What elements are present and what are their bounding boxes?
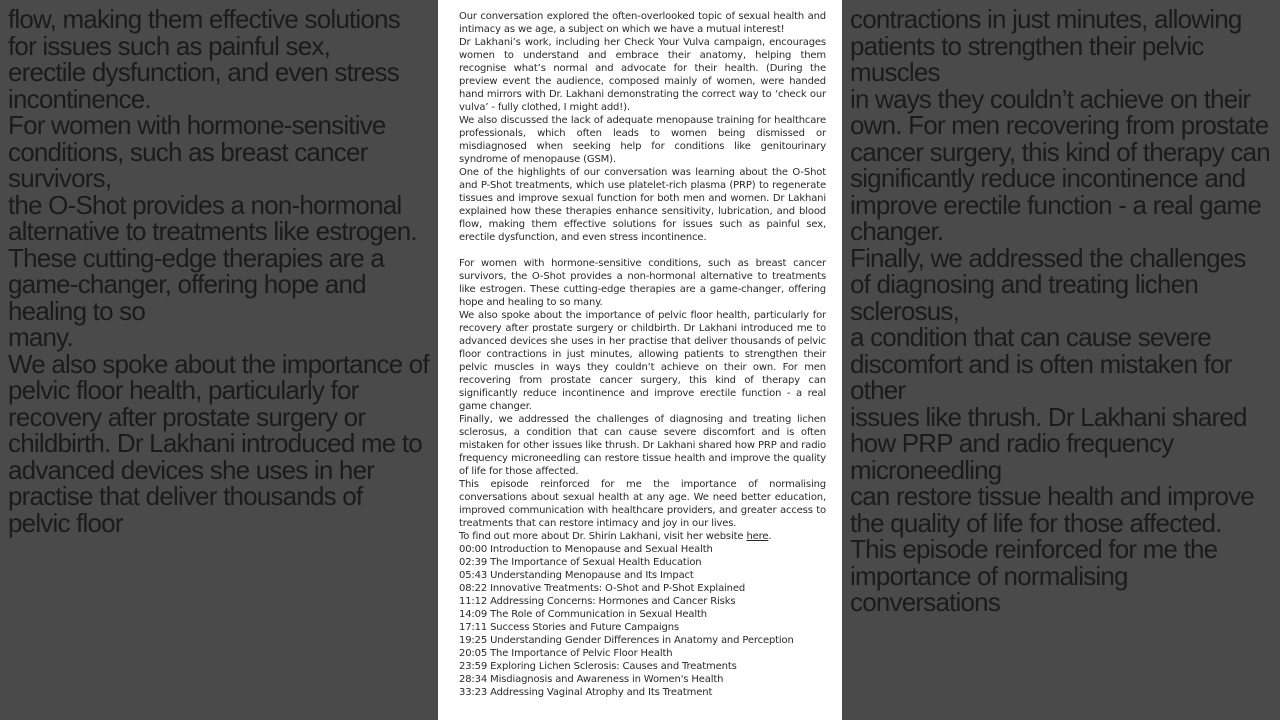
background-text-line: cancer surgery, this kind of therapy can significantly reduce incontinence and <box>850 136 1270 193</box>
background-text-line: a condition that can cause severe discomfort and is often mistaken for other <box>850 322 1232 405</box>
background-text-line: erectile dysfunction, and even stress incontinence. <box>8 57 399 114</box>
chapter-list <box>459 543 826 699</box>
description-paragraph: We also discussed the lack of adequate menopause training for healthcare professionals, which often leads to women being dismissed or misdiagnosed when seeking help for conditions like genitourinary syndrome of menopause (GSM). <box>459 115 826 165</box>
background-text-line: For women with hormone-sensitive conditions, such as breast cancer survivors, <box>8 110 386 193</box>
chapter-timestamp[interactable]: 05:43 Understanding Menopause and Its Impact <box>459 570 694 581</box>
description-paragraph: Finally, we addressed the challenges of diagnosing and treating lichen sclerosus, a condition that can cause severe discomfort and is often mistaken for other issues like thrush. Dr Lakhani shared how PRP and radio frequency microneedling can restore tissue health and improve the quality of life for those affected. <box>459 414 826 477</box>
website-link[interactable]: here <box>746 531 769 542</box>
chapter-timestamp[interactable]: 20:05 The Importance of Pelvic Floor Health <box>459 648 673 659</box>
description-content <box>459 10 826 699</box>
description-paragraph: This episode reinforced for me the importance of normalising conversations about sexual health at any age. We need better education, improved communication with healthcare providers, and greater access to treatments that can restore intimacy and joy in our lives. <box>459 479 826 529</box>
background-text-line: can restore tissue health and improve the quality of life for those affected. <box>850 481 1254 538</box>
chapter-timestamp[interactable]: 02:39 The Importance of Sexual Health Education <box>459 557 702 568</box>
background-text-right <box>850 6 1272 616</box>
chapter-timestamp[interactable]: 08:22 Innovative Treatments: O-Shot and P-Shot Explained <box>459 583 746 594</box>
paragraph-gap <box>459 244 826 257</box>
background-text-line: many. <box>8 322 73 352</box>
description-paragraph: We also spoke about the importance of pelvic floor health, particularly for recovery after prostate surgery or childbirth. Dr Lakhani introduced me to advanced devices she uses in her practise that deliver thousands of pelvic floor contractions in just minutes, allowing patients to strengthen their pelvic muscles in ways they couldn’t achieve on their own. For men recovering from prostate cancer surgery, this kind of therapy can significantly reduce incontinence and improve erectile function - a real game changer. <box>459 310 826 412</box>
description-paragraph: Dr Lakhani’s work, including her Check Your Vulva campaign, encourages women to understand and embrace their anatomy, helping them recognise what’s normal and advocate for their health. (During the preview event the audience, composed mainly of women, were handed hand mirrors with Dr. Lakhani demonstrating the correct way to ‘check our vulva’ - fully clothed, I might add!). <box>459 37 826 113</box>
background-text-line: improve erectile function - a real game changer. <box>850 189 1262 246</box>
background-text-line: advanced devices she uses in her practise that deliver thousands of pelvic floor <box>8 454 375 538</box>
description-paragraph: For women with hormone-sensitive conditions, such as breast cancer survivors, the O-Shot provides a non-hormonal alternative to treatments like estrogen. These cutting-edge therapies are a game-changer, offering hope and healing to so many. <box>459 258 826 308</box>
chapter-timestamp[interactable]: 23:59 Exploring Lichen Sclerosis: Causes and Treatments <box>459 661 737 672</box>
background-text-line: We also spoke about the importance of pelvic floor health, particularly for <box>8 348 429 405</box>
description-panel <box>438 0 842 720</box>
background-text-line: This episode reinforced for me the importance of normalising conversations <box>850 534 1218 617</box>
find-out-more-text: To find out more about Dr. Shirin Lakhani, visit her website <box>459 531 747 542</box>
description-paragraph: Our conversation explored the often-overlooked topic of sexual health and intimacy as we age, a subject on which we have a mutual interest! <box>459 11 826 35</box>
background-text-left <box>8 6 430 536</box>
chapter-timestamp[interactable]: 17:11 Success Stories and Future Campaigns <box>459 622 679 633</box>
background-text-line: the O-Shot provides a non-hormonal alternative to treatments like estrogen. <box>8 189 417 246</box>
chapter-timestamp[interactable]: 11:12 Addressing Concerns: Hormones and Cancer Risks <box>459 596 736 607</box>
background-text-line: Finally, we addressed the challenges of diagnosing and treating lichen sclerosus, <box>850 242 1246 326</box>
chapter-timestamp[interactable]: 33:23 Addressing Vaginal Atrophy and Its Treatment <box>459 687 713 698</box>
background-text-line: contractions in just minutes, allowing patients to strengthen their pelvic muscles <box>850 4 1242 87</box>
background-text-line: flow, making them effective solutions for issues such as painful sex, <box>8 4 400 61</box>
chapter-timestamp[interactable]: 19:25 Understanding Gender Differences in Anatomy and Perception <box>459 635 794 646</box>
chapter-timestamp[interactable]: 00:00 Introduction to Menopause and Sexual Health <box>459 544 713 555</box>
description-block-1 <box>459 10 826 244</box>
background-text-line: recovery after prostate surgery or childbirth. Dr Lakhani introduced me to <box>8 401 422 458</box>
description-paragraph: One of the highlights of our conversation was learning about the O-Shot and P-Shot treatments, which use platelet-rich plasma (PRP) to regenerate tissues and improve sexual function for both men and women. Dr Lakhani explained how these therapies enhance sensitivity, lubrication, and blood flow, making them effective solutions for issues such as painful sex, erectile dysfunction, and even stress incontinence. <box>459 167 826 243</box>
description-block-2 <box>459 257 826 530</box>
find-out-more-line <box>459 530 826 543</box>
link-suffix: . <box>768 531 772 542</box>
background-text-line: in ways they couldn’t achieve on their own. For men recovering from prostate <box>850 83 1269 140</box>
background-text-line: issues like thrush. Dr Lakhani shared how PRP and radio frequency microneedling <box>850 401 1247 485</box>
chapter-timestamp[interactable]: 28:34 Misdiagnosis and Awareness in Women's Health <box>459 674 724 685</box>
background-text-line: These cutting-edge therapies are a game-changer, offering hope and healing to so <box>8 242 385 326</box>
chapter-timestamp[interactable]: 14:09 The Role of Communication in Sexual Health <box>459 609 707 620</box>
